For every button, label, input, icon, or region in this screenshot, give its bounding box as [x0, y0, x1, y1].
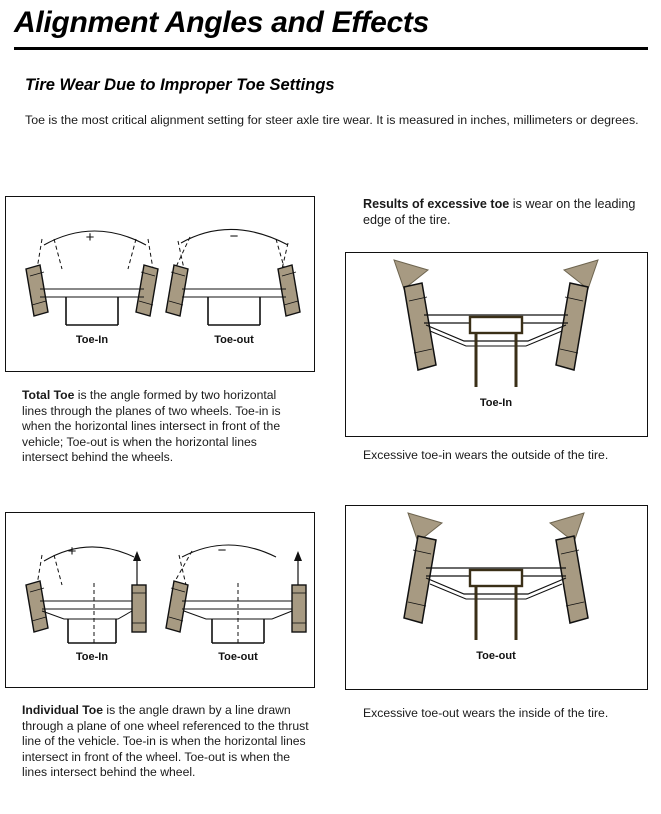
svg-text:+: +: [85, 229, 95, 246]
results-caption-lead: Results of excessive toe: [363, 197, 510, 211]
page-title: Alignment Angles and Effects: [14, 6, 429, 39]
excessive-toe-out-panel: [345, 505, 648, 690]
excessive-toe-in-illustration: [346, 253, 646, 435]
total-toe-diagram-panel: [5, 196, 315, 372]
individual-toe-caption-body: is the angle drawn by a line drawn through a plane of one wheel referenced to the thrust line of the vehicle. Toe-in is when the horizontal lines intersect in front of the wheel. Toe-out is when the lines intersect behind the wheel.: [22, 703, 309, 779]
individual-toe-illustration: [6, 513, 313, 686]
total-toe-caption: [22, 388, 300, 466]
svg-text:−: −: [229, 228, 239, 245]
total-toe-illustration: [6, 197, 313, 370]
title-divider: [14, 47, 648, 50]
label-excessive-toe-in: Toe-In: [479, 397, 513, 409]
excessive-toe-in-panel: [345, 252, 648, 437]
individual-toe-caption: [22, 703, 310, 781]
label-toe-out-right: Toe-out: [214, 334, 254, 346]
svg-text:+: +: [67, 543, 77, 560]
intro-paragraph: Toe is the most critical alignment setting for steer axle tire wear. It is measured in inches, millimeters or degrees.: [25, 113, 639, 127]
total-toe-caption-lead: Total Toe: [22, 388, 75, 402]
excessive-toe-out-caption: Excessive toe-out wears the inside of the tire.: [363, 706, 609, 720]
section-subtitle: Tire Wear Due to Improper Toe Settings: [25, 76, 335, 94]
label-individual-toe-in: Toe-In: [75, 651, 109, 663]
svg-text:−: −: [217, 542, 227, 559]
total-toe-caption-body: is the angle formed by two horizontal lines through the planes of two wheels. Toe-in is when the horizontal lines intersect in front of the vehicle; Toe-out is when the horizontal lines intersect behind the wheels.: [22, 388, 281, 464]
label-toe-in-left: Toe-In: [75, 334, 109, 346]
label-excessive-toe-out: Toe-out: [476, 650, 516, 662]
results-caption-body: is wear on the leading edge of the tire.: [363, 197, 636, 227]
results-caption: [363, 196, 653, 228]
excessive-toe-out-illustration: [346, 506, 646, 688]
individual-toe-diagram-panel: [5, 512, 315, 688]
excessive-toe-in-caption: Excessive toe-in wears the outside of the tire.: [363, 448, 609, 462]
label-individual-toe-out: Toe-out: [218, 651, 258, 663]
individual-toe-caption-lead: Individual Toe: [22, 703, 104, 717]
